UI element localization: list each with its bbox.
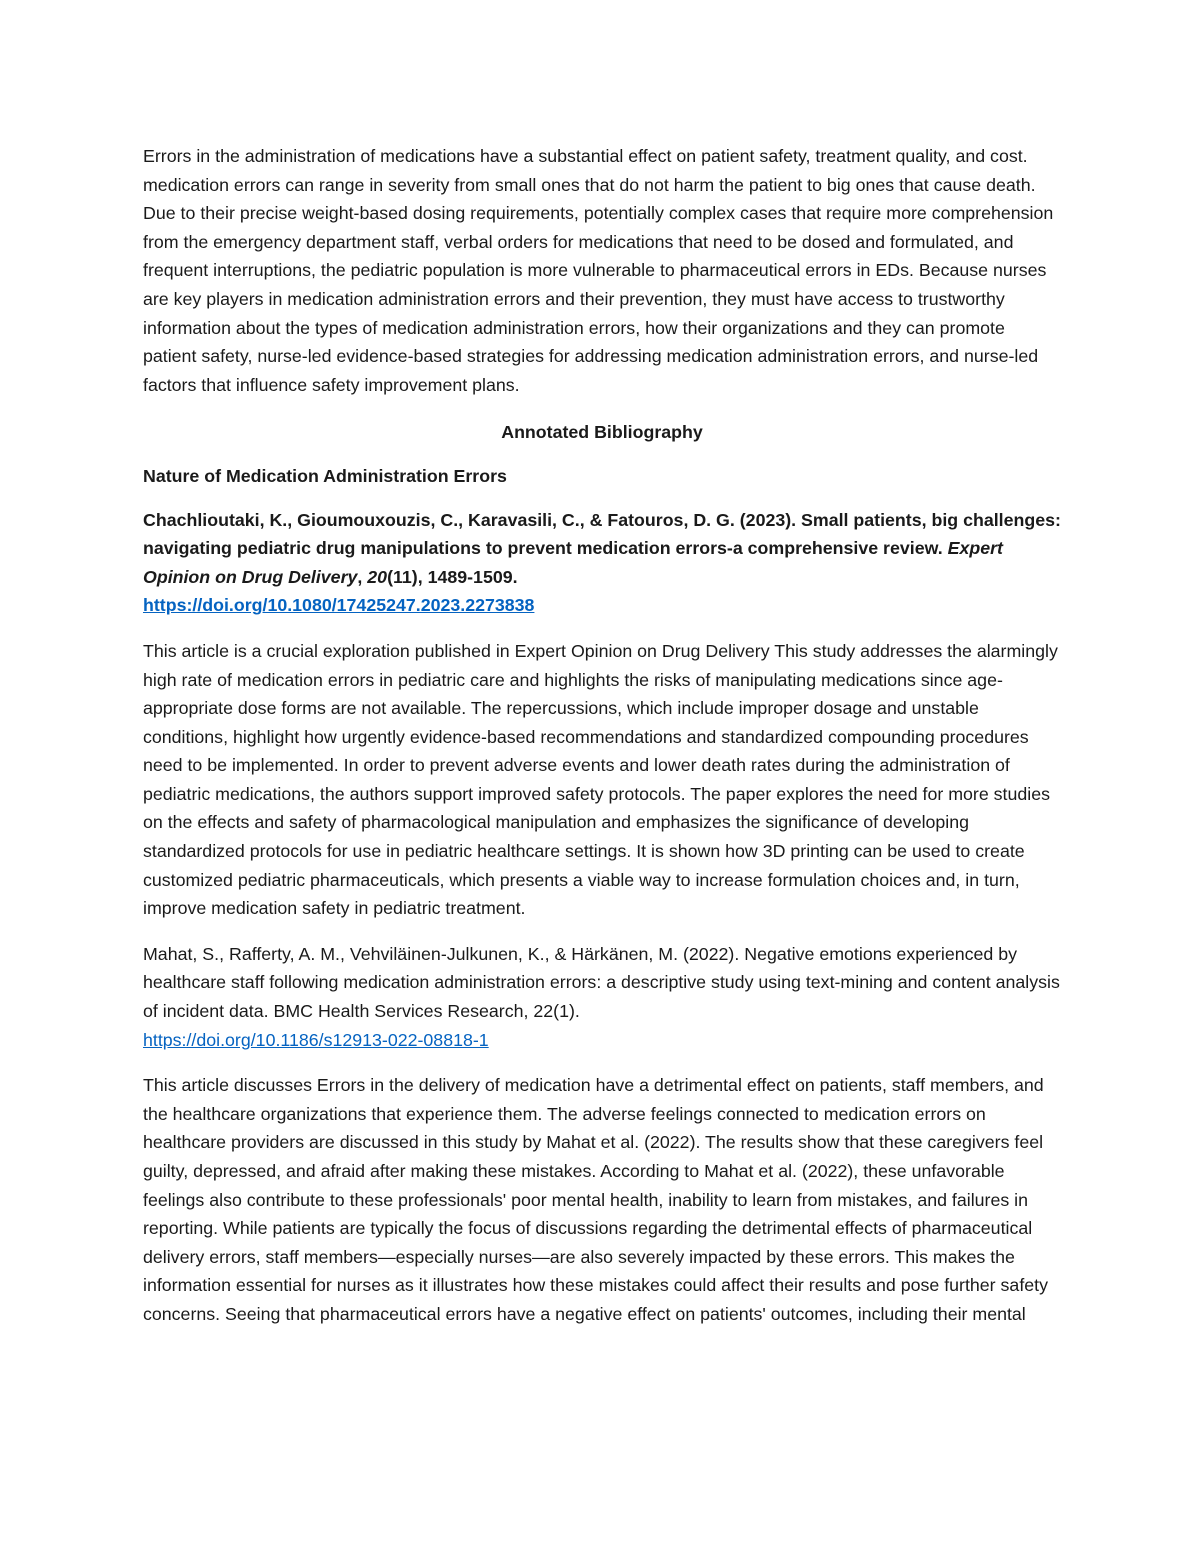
annotation-chachlioutaki: This article is a crucial exploration published in Expert Opinion on Drug Delivery This study addresses the alarmingly high rate of medication errors in pediatric care and highlights the risks of manipulating medications since age-appropriate dose forms are not available. The repercussions, which include improper dosage and unstable conditions, highlight how urgently evidence-based recommendations and standardized compounding procedures need to be implemented. In order to prevent adverse events and lower death rates during the administration of pediatric medications, the authors support improved safety protocols. The paper explores the need for more studies on the effects and safety of pharmacological manipulation and emphasizes the significance of developing standardized protocols for use in pediatric healthcare settings. It is shown how 3D printing can be used to create customized pediatric pharmaceuticals, which presents a viable way to increase formulation choices and, in turn, improve medication safety in pediatric treatment. [143,640,1058,919]
reference-volume: 20 [367,566,388,587]
reference-citation: Mahat, S., Rafferty, A. M., Vehviläinen-Julkunen, K., & Härkänen, M. (2022). Negative emotions experienced by healthcare staff following medication administration errors: a descriptive study using text-mining and content analysis of incident data. BMC Health Services Research, 22(1). [143,943,1060,1022]
reference-journal: Expert Opinion on Drug Delivery [143,538,1003,587]
section-heading: Nature of Medication Administration Errors [143,465,507,486]
reference-mahat [143,940,1061,1054]
intro-paragraph: Errors in the administration of medications have a substantial effect on patient safety, treatment quality, and cost. medication errors can range in severity from small ones that do not harm the patient to big ones that cause death. Due to their precise weight-based dosing requirements, potentially complex cases that require more comprehension from the emergency department staff, verbal orders for medications that need to be dosed and formulated, and frequent interruptions, the pediatric population is more vulnerable to pharmaceutical errors in EDs. Because nurses are key players in medication administration errors and their prevention, they must have access to trustworthy information about the types of medication administration errors, how their organizations and they can promote patient safety, nurse-led evidence-based strategies for addressing medication administration errors, and nurse-led factors that influence safety improvement plans. [143,146,1054,395]
doi-link-mahat[interactable]: https://doi.org/10.1186/s12913-022-08818-1 [143,1029,489,1050]
doi-link-chachlioutaki[interactable]: https://doi.org/10.1080/17425247.2023.2273838 [143,595,535,616]
reference-chachlioutaki [143,506,1061,620]
document-body [143,142,1061,1346]
annotation-mahat: This article discusses Errors in the delivery of medication have a detrimental effect on patients, staff members, and the healthcare organizations that experience them. The adverse feelings connected to medication errors on healthcare providers are discussed in this study by Mahat et al. (2022). The results show that these caregivers feel guilty, depressed, and afraid after making these mistakes. According to Mahat et al. (2022), these unfavorable feelings also contribute to these professionals' poor mental health, inability to learn from mistakes, and failures in reporting. While patients are typically the focus of discussions regarding the detrimental effects of pharmaceutical delivery errors, staff members—especially nurses—are also severely impacted by these errors. This makes the information essential for nurses as it illustrates how these mistakes could affect their results and pose further safety concerns. Seeing that pharmaceutical errors have a negative effect on patients' outcomes, including their mental [143,1075,1048,1324]
bibliography-title: Annotated Bibliography [501,422,703,443]
reference-authors-title: Chachlioutaki, K., Gioumouxouzis, C., Karavasili, C., & Fatouros, D. G. (2023). Small patients, big challenges: navigating pediatric drug manipulations to prevent medication errors-a comprehensive review. [143,509,1061,559]
reference-separator: , [357,566,368,587]
reference-issue-pages: (11), 1489-1509. [387,566,518,587]
